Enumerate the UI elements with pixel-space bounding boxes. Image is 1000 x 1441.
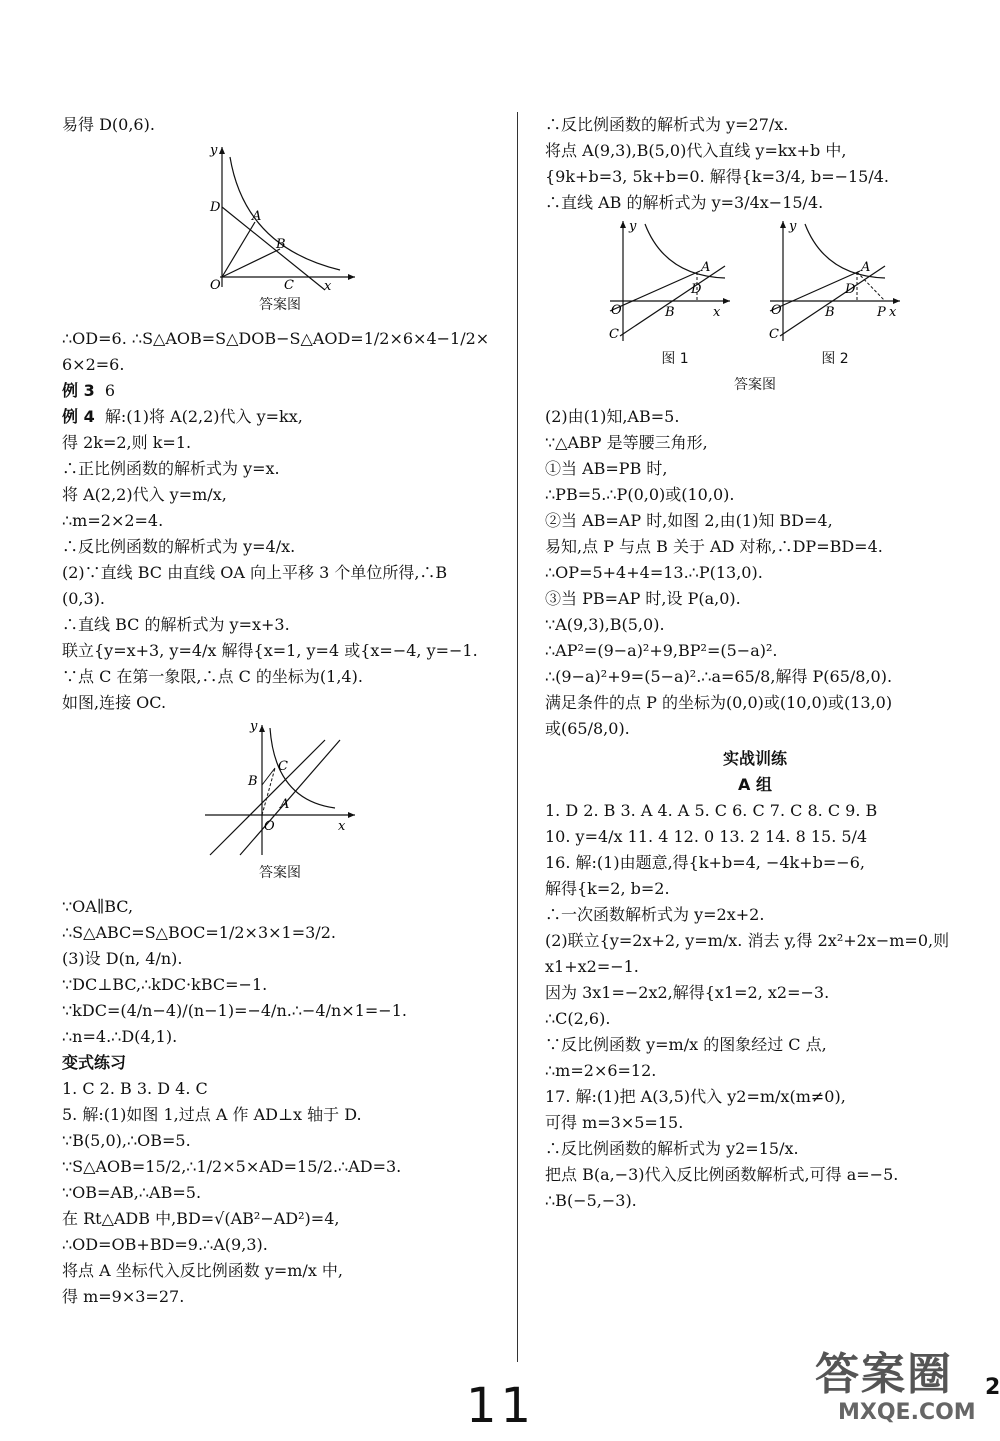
svg-text:B: B [248,774,258,789]
svg-text:D: D [691,282,702,297]
text-line: 把点 B(a,−3)代入反比例函数解析式,可得 a=−5. [545,1165,899,1184]
svg-text:y: y [789,219,797,234]
figure-caption: 答案图 [259,297,301,313]
watermark-url: MXQE.COM [838,1400,976,1425]
text-line: ∴OP=5+4+4=13.∴P(13,0). [545,563,763,582]
figure-hyperbola-triangle [200,142,360,292]
svg-text:O: O [771,303,782,318]
text-line: ∵kDC=(4/n−4)/(n−1)=−4/n.∴−4/n×1=−1. [62,1001,407,1020]
figure-2 [765,216,905,346]
svg-text:C: C [284,278,294,292]
svg-text:x: x [338,819,346,834]
text-line: ∴直线 BC 的解析式为 y=x+3. [62,615,290,634]
left-column [62,112,498,1310]
text-line: (2)由(1)知,AB=5. [545,407,680,426]
text-line: 16. 解:(1)由题意,得{k+b=4, −4k+b=−6, [545,853,865,872]
figure-captions [545,346,965,372]
text-line: 或(65/8,0). [545,719,630,738]
answer-line: 1. D 2. B 3. A 4. A 5. C 6. C 7. C 8. C 9. B [545,801,878,820]
svg-text:C: C [609,327,619,342]
figure-caption: 图 2 [821,351,849,367]
text-line: ∴反比例函数的解析式为 y2=15/x. [545,1139,799,1158]
text-line: ②当 AB=AP 时,如图 2,由(1)知 BD=4, [545,511,833,530]
text-line: ∴m=2×2=4. [62,511,164,530]
svg-text:D: D [210,200,221,215]
text-line: ∵A(9,3),B(5,0). [545,615,665,634]
svg-text:C: C [769,327,779,342]
text-line: ∴OD=6. ∴S△AOB=S△DOB−S△AOD=1/2×6×4−1/2× [62,329,490,348]
text-line: ∴反比例函数的解析式为 y=4/x. [62,537,296,556]
text-line: 将点 A 坐标代入反比例函数 y=m/x 中, [62,1261,344,1280]
watermark-logo: 答案圈 [815,1349,953,1400]
column-divider [517,112,518,1362]
svg-text:A: A [252,209,262,224]
text-line: ∵OA∥BC, [62,897,134,916]
text-line: 将 A(2,2)代入 y=m/x, [62,485,227,504]
text-line: ∴OD=OB+BD=9.∴A(9,3). [62,1235,268,1254]
svg-text:P: P [877,305,886,320]
text-line: (2)联立{y=2x+2, y=m/x. 消去 y,得 2x²+2x−m=0,则 [545,931,950,950]
section-title: 实战训练 [722,749,787,768]
text-line: 联立{y=x+3, y=4/x 解得{x=1, y=4 或{x=−4, y=−1. [62,641,478,660]
svg-text:x: x [324,279,332,292]
text-line: 如图,连接 OC. [62,693,167,712]
figure-caption: 答案图 [734,377,776,393]
text-line: ∴一次函数解析式为 y=2x+2. [545,905,765,924]
text-line: ∴直线 AB 的解析式为 y=3/4x−15/4. [545,193,824,212]
svg-text:O: O [264,819,275,834]
page-number: 11 [466,1378,536,1434]
figure-row [545,216,965,346]
svg-text:C: C [278,759,288,774]
answer-line: 1. C 2. B 3. D 4. C [62,1079,208,1098]
text-line: ①当 AB=PB 时, [545,459,668,478]
text-line: 17. 解:(1)把 A(3,5)代入 y2=m/x(m≠0), [545,1087,846,1106]
svg-text:O: O [611,303,622,318]
answer-line: 10. y=4/x 11. 4 12. 0 13. 2 14. 8 15. 5/4 [545,827,868,846]
text-line: 得 2k=2,则 k=1. [62,433,192,452]
text-line: ∵OB=AB,∴AB=5. [62,1183,202,1202]
text-line: 易得 D(0,6). [62,115,155,134]
text-line: ∴反比例函数的解析式为 y=27/x. [545,115,789,134]
svg-text:A: A [280,797,290,812]
text-line: 得 m=9×3=27. [62,1287,185,1306]
text-line: 解:(1)将 A(2,2)代入 y=kx, [104,407,303,426]
text-line: {9k+b=3, 5k+b=0. 解得{k=3/4, b=−15/4. [545,167,890,186]
text-line: 在 Rt△ADB 中,BD=√(AB²−AD²)=4, [62,1209,340,1228]
svg-text:A: A [701,260,711,275]
svg-text:O: O [210,278,221,292]
text-line: x1+x2=−1. [545,957,639,976]
svg-text:x: x [713,305,721,320]
section-subtitle: A 组 [738,775,772,794]
example-label: 例 3 [62,381,95,400]
svg-text:B: B [825,305,835,320]
section-title: 变式练习 [62,1053,127,1072]
text-line: ∴C(2,6). [545,1009,611,1028]
svg-text:B: B [276,237,286,252]
text-line: ∴(9−a)²+9=(5−a)².∴a=65/8,解得 P(65/8,0). [545,667,893,686]
text-line: 满足条件的点 P 的坐标为(0,0)或(10,0)或(13,0) [545,693,893,712]
example-label: 例 4 [62,407,95,426]
text-line: ③当 PB=AP 时,设 P(a,0). [545,589,741,608]
page-corner-number: 2 [985,1375,1000,1400]
text-line: ∵B(5,0),∴OB=5. [62,1131,191,1150]
text-line: 因为 3x1=−2x2,解得{x1=2, x2=−3. [545,983,830,1002]
text-line: ∴m=2×6=12. [545,1061,657,1080]
text-line: (0,3). [62,589,106,608]
figure-caption: 答案图 [259,865,301,881]
text-line: (3)设 D(n, 4/n). [62,949,183,968]
text-line: ∵S△AOB=15/2,∴1/2×5×AD=15/2.∴AD=3. [62,1157,402,1176]
svg-text:D: D [845,282,856,297]
text-line: 解得{k=2, b=2. [545,879,670,898]
text-line: ∵反比例函数 y=m/x 的图象经过 C 点, [545,1035,827,1054]
figure-lines-hyperbola [200,720,360,860]
text-line: 可得 m=3×5=15. [545,1113,684,1132]
figure-1 [605,216,735,346]
text-line: 将点 A(9,3),B(5,0)代入直线 y=kx+b 中, [545,141,847,160]
svg-text:A: A [861,260,871,275]
text-line: ∴B(−5,−3). [545,1191,637,1210]
text-line: ∴正比例函数的解析式为 y=x. [62,459,280,478]
example-answer: 6 [104,381,116,400]
figure-caption: 图 1 [661,351,689,367]
text-line: ∴AP²=(9−a)²+9,BP²=(5−a)². [545,641,778,660]
right-column [545,112,965,1214]
svg-text:y: y [250,720,258,734]
text-line: ∵DC⊥BC,∴kDC·kBC=−1. [62,975,268,994]
svg-text:B: B [665,305,675,320]
text-line: ∵△ABP 是等腰三角形, [545,433,708,452]
svg-text:y: y [210,143,218,158]
svg-text:y: y [629,219,637,234]
text-line: (2)∵直线 BC 由直线 OA 向上平移 3 个单位所得,∴B [62,563,448,582]
text-line: ∴PB=5.∴P(0,0)或(10,0). [545,485,735,504]
text-line: ∵点 C 在第一象限,∴点 C 的坐标为(1,4). [62,667,363,686]
text-line: 5. 解:(1)如图 1,过点 A 作 AD⊥x 轴于 D. [62,1105,362,1124]
text-line: ∴n=4.∴D(4,1). [62,1027,178,1046]
text-line: 易知,点 P 与点 B 关于 AD 对称,∴DP=BD=4. [545,537,883,556]
text-line: ∴S△ABC=S△BOC=1/2×3×1=3/2. [62,923,336,942]
text-line: 6×2=6. [62,355,125,374]
svg-text:x: x [889,305,897,320]
